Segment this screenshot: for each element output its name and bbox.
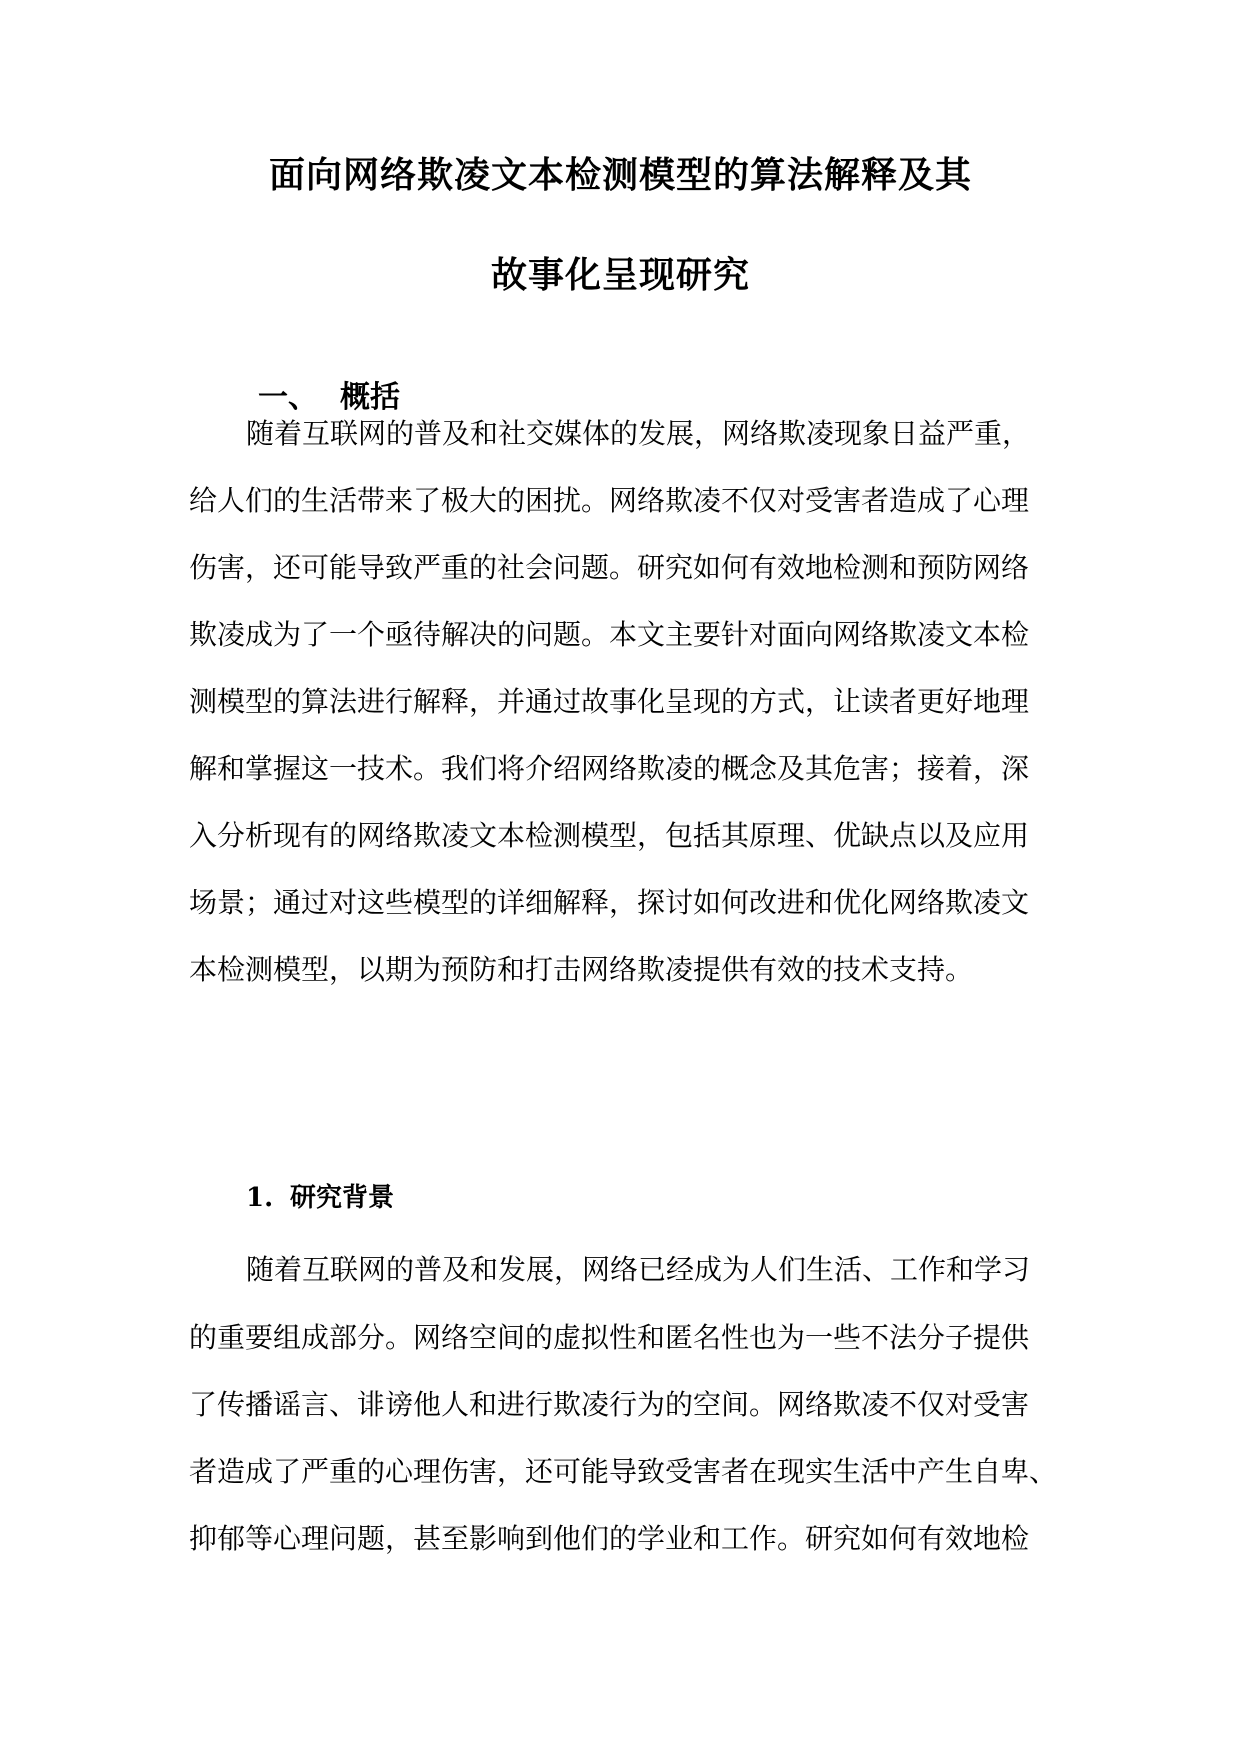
paragraph-line: 测模型的算法进行解释，并通过故事化呈现的方式，让读者更好地理 [189, 685, 1030, 718]
section-heading-text: 概括 [340, 380, 400, 415]
paragraph-line: 伤害，还可能导致严重的社会问题。研究如何有效地检测和预防网络 [189, 551, 1030, 584]
paragraph-line: 随着互联网的普及和发展，网络已经成为人们生活、工作和学习 [246, 1253, 1031, 1286]
paragraph-line: 场景；通过对这些模型的详细解释，探讨如何改进和优化网络欺凌文 [189, 886, 1030, 919]
paragraph-line: 欺凌成为了一个亟待解决的问题。本文主要针对面向网络欺凌文本检 [189, 618, 1030, 651]
document-title-line-2: 故事化呈现研究 [490, 254, 750, 296]
paragraph-line: 给人们的生活带来了极大的困扰。网络欺凌不仅对受害者造成了心理 [189, 484, 1030, 517]
paragraph-line: 抑郁等心理问题，甚至影响到他们的学业和工作。研究如何有效地检 [189, 1522, 1030, 1555]
subsection-heading-background [246, 1180, 394, 1216]
paragraph-line: 本检测模型，以期为预防和打击网络欺凌提供有效的技术支持。 [189, 953, 974, 986]
section-number: 一、 [258, 380, 318, 415]
section-heading-overview [258, 378, 400, 418]
paragraph-line: 解和掌握这一技术。我们将介绍网络欺凌的概念及其危害；接着，深 [189, 752, 1030, 785]
paragraph-line: 的重要组成部分。网络空间的虚拟性和匿名性也为一些不法分子提供 [189, 1321, 1030, 1354]
paragraph-line: 入分析现有的网络欺凌文本检测模型，包括其原理、优缺点以及应用 [189, 819, 1030, 852]
paragraph-line: 了传播谣言、诽谤他人和进行欺凌行为的空间。网络欺凌不仅对受害 [189, 1388, 1030, 1421]
subsection-heading-text: 研究背景 [290, 1183, 395, 1213]
document-title-line-1: 面向网络欺凌文本检测模型的算法解释及其 [268, 154, 972, 196]
paragraph-line: 随着互联网的普及和社交媒体的发展，网络欺凌现象日益严重， [246, 417, 1031, 450]
paragraph-line: 者造成了严重的心理伤害，还可能导致受害者在现实生活中产生自卑、 [189, 1455, 1058, 1488]
subsection-number: 1. [246, 1183, 274, 1213]
